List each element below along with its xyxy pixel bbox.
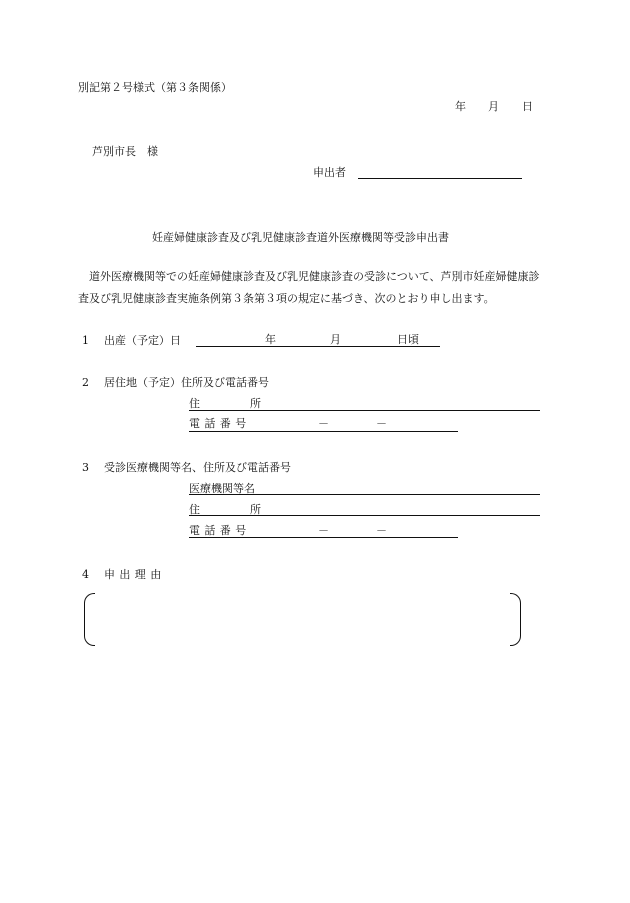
form-number: 別記第２号様式（第３条関係）: [78, 81, 232, 94]
facility-address-line[interactable]: [189, 515, 540, 516]
due-date-year-label: 年: [265, 333, 276, 346]
facility-address-label-b: 所: [250, 503, 261, 516]
date-day-label: 日: [522, 100, 533, 113]
due-date-day-label: 日頃: [397, 333, 419, 346]
residence-address-label-b: 所: [250, 397, 261, 410]
item-4-number: 4: [82, 568, 89, 581]
item-4-label: 申出理由: [104, 568, 166, 581]
residence-phone-dash-1: －: [318, 417, 329, 430]
due-date-line[interactable]: [196, 346, 440, 347]
facility-name-line[interactable]: [189, 494, 540, 495]
facility-phone-label: 電話番号: [189, 524, 251, 537]
addressee: 芦別市長 様: [92, 145, 158, 158]
facility-address-label-a: 住: [189, 503, 200, 516]
due-date-month-label: 月: [330, 333, 341, 346]
applicant-signature-line[interactable]: [358, 178, 522, 179]
applicant-label: 申出者: [313, 166, 346, 179]
residence-address-label-a: 住: [189, 397, 200, 410]
residence-phone-dash-2: －: [376, 417, 387, 430]
facility-phone-line[interactable]: [189, 537, 458, 538]
facility-phone-dash-1: －: [318, 524, 329, 537]
date-year-label: 年: [455, 100, 466, 113]
item-1-label: 出産（予定）日: [104, 334, 181, 347]
item-3-number: 3: [82, 461, 89, 474]
item-3-label: 受診医療機関等名、住所及び電話番号: [104, 461, 291, 474]
item-2-label: 居住地（予定）住所及び電話番号: [104, 376, 269, 389]
facility-name-label: 医療機関等名: [189, 482, 255, 495]
reason-text-area[interactable]: [96, 596, 508, 642]
reason-box-right-bracket: [510, 593, 521, 646]
document-title: 妊産婦健康診査及び乳児健康診査道外医療機関等受診申出書: [152, 231, 449, 244]
item-2-number: 2: [82, 376, 89, 389]
reason-box-left-bracket: [84, 593, 95, 646]
body-paragraph: 道外医療機関等での妊産婦健康診査及び乳児健康診査の受診について、芦別市妊産婦健康診査及び乳児健康診査実施条例第３条第３項の規定に基づき、次のとおり申し出ます。: [78, 270, 540, 305]
residence-address-line[interactable]: [189, 410, 540, 411]
item-1-number: 1: [82, 334, 89, 347]
date-month-label: 月: [488, 100, 499, 113]
facility-phone-dash-2: －: [376, 524, 387, 537]
residence-phone-line[interactable]: [189, 431, 458, 432]
residence-phone-label: 電話番号: [189, 417, 251, 430]
